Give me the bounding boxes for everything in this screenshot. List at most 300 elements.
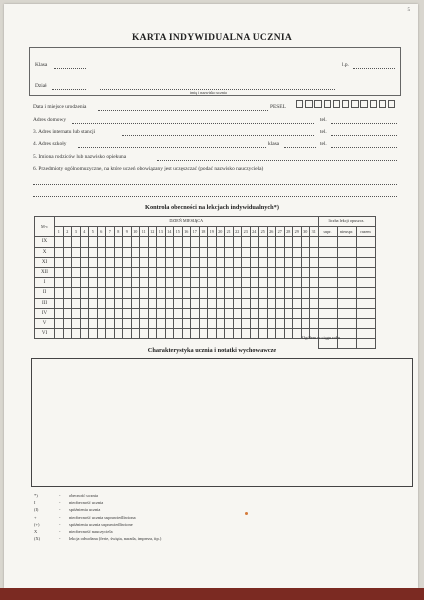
attendance-cell[interactable]	[301, 308, 310, 318]
count-cell[interactable]	[318, 278, 337, 288]
attendance-cell[interactable]	[225, 308, 234, 318]
attendance-cell[interactable]	[208, 278, 217, 288]
attendance-cell[interactable]	[233, 308, 242, 318]
attendance-cell[interactable]	[97, 318, 106, 328]
attendance-cell[interactable]	[148, 308, 157, 318]
attendance-cell[interactable]	[242, 257, 251, 267]
attendance-cell[interactable]	[233, 237, 242, 247]
attendance-cell[interactable]	[276, 247, 285, 257]
attendance-cell[interactable]	[140, 318, 149, 328]
attendance-cell[interactable]	[182, 329, 191, 339]
count-cell[interactable]	[356, 318, 375, 328]
attendance-cell[interactable]	[276, 237, 285, 247]
school-tel-field[interactable]	[331, 147, 397, 148]
attendance-cell[interactable]	[165, 288, 174, 298]
attendance-cell[interactable]	[199, 298, 208, 308]
attendance-cell[interactable]	[259, 247, 268, 257]
count-cell[interactable]	[337, 308, 356, 318]
internat-tel-field[interactable]	[331, 135, 397, 136]
attendance-cell[interactable]	[259, 318, 268, 328]
count-cell[interactable]	[337, 318, 356, 328]
attendance-cell[interactable]	[284, 318, 293, 328]
attendance-cell[interactable]	[208, 308, 217, 318]
attendance-cell[interactable]	[97, 329, 106, 339]
attendance-cell[interactable]	[63, 257, 72, 267]
attendance-cell[interactable]	[216, 288, 225, 298]
attendance-cell[interactable]	[72, 298, 81, 308]
count-cell[interactable]	[337, 278, 356, 288]
count-cell[interactable]	[318, 267, 337, 277]
attendance-cell[interactable]	[55, 318, 64, 328]
attendance-cell[interactable]	[208, 329, 217, 339]
attendance-cell[interactable]	[114, 247, 123, 257]
klasa-field[interactable]	[54, 68, 86, 69]
attendance-cell[interactable]	[250, 288, 259, 298]
attendance-cell[interactable]	[157, 318, 166, 328]
attendance-cell[interactable]	[208, 247, 217, 257]
attendance-cell[interactable]	[267, 329, 276, 339]
attendance-cell[interactable]	[97, 257, 106, 267]
guardian-field[interactable]	[157, 160, 397, 161]
attendance-cell[interactable]	[293, 318, 302, 328]
attendance-cell[interactable]	[72, 237, 81, 247]
attendance-cell[interactable]	[114, 257, 123, 267]
attendance-cell[interactable]	[250, 278, 259, 288]
attendance-cell[interactable]	[106, 247, 115, 257]
attendance-cell[interactable]	[63, 288, 72, 298]
attendance-cell[interactable]	[174, 278, 183, 288]
attendance-cell[interactable]	[106, 288, 115, 298]
count-cell[interactable]	[356, 298, 375, 308]
count-cell[interactable]	[318, 257, 337, 267]
attendance-cell[interactable]	[259, 278, 268, 288]
attendance-cell[interactable]	[293, 237, 302, 247]
count-cell[interactable]	[318, 288, 337, 298]
attendance-cell[interactable]	[242, 278, 251, 288]
attendance-cell[interactable]	[148, 298, 157, 308]
attendance-cell[interactable]	[216, 267, 225, 277]
attendance-cell[interactable]	[310, 318, 319, 328]
attendance-cell[interactable]	[174, 318, 183, 328]
attendance-cell[interactable]	[293, 298, 302, 308]
attendance-cell[interactable]	[165, 278, 174, 288]
attendance-cell[interactable]	[233, 278, 242, 288]
attendance-cell[interactable]	[233, 247, 242, 257]
attendance-cell[interactable]	[63, 329, 72, 339]
internat-field[interactable]	[122, 135, 314, 136]
attendance-cell[interactable]	[131, 288, 140, 298]
attendance-cell[interactable]	[174, 308, 183, 318]
attendance-cell[interactable]	[267, 237, 276, 247]
attendance-cell[interactable]	[63, 298, 72, 308]
attendance-cell[interactable]	[63, 318, 72, 328]
attendance-cell[interactable]	[89, 247, 98, 257]
attendance-cell[interactable]	[242, 318, 251, 328]
attendance-cell[interactable]	[199, 288, 208, 298]
attendance-cell[interactable]	[276, 318, 285, 328]
count-cell[interactable]	[356, 288, 375, 298]
attendance-cell[interactable]	[55, 237, 64, 247]
attendance-cell[interactable]	[140, 237, 149, 247]
attendance-cell[interactable]	[267, 298, 276, 308]
pesel-digit-box[interactable]	[333, 100, 340, 108]
attendance-cell[interactable]	[140, 308, 149, 318]
attendance-cell[interactable]	[284, 308, 293, 318]
attendance-cell[interactable]	[293, 288, 302, 298]
attendance-cell[interactable]	[157, 257, 166, 267]
count-cell[interactable]	[356, 278, 375, 288]
attendance-cell[interactable]	[89, 329, 98, 339]
attendance-cell[interactable]	[182, 237, 191, 247]
attendance-cell[interactable]	[55, 267, 64, 277]
count-cell[interactable]	[337, 257, 356, 267]
attendance-cell[interactable]	[284, 267, 293, 277]
attendance-cell[interactable]	[165, 308, 174, 318]
attendance-cell[interactable]	[72, 318, 81, 328]
attendance-cell[interactable]	[97, 298, 106, 308]
attendance-cell[interactable]	[301, 278, 310, 288]
attendance-cell[interactable]	[140, 257, 149, 267]
attendance-cell[interactable]	[106, 308, 115, 318]
attendance-cell[interactable]	[259, 308, 268, 318]
attendance-cell[interactable]	[157, 329, 166, 339]
attendance-cell[interactable]	[250, 247, 259, 257]
attendance-cell[interactable]	[55, 329, 64, 339]
attendance-cell[interactable]	[131, 308, 140, 318]
attendance-cell[interactable]	[242, 267, 251, 277]
attendance-cell[interactable]	[199, 308, 208, 318]
attendance-cell[interactable]	[114, 237, 123, 247]
attendance-cell[interactable]	[216, 308, 225, 318]
attendance-cell[interactable]	[191, 288, 200, 298]
attendance-cell[interactable]	[80, 288, 89, 298]
attendance-cell[interactable]	[63, 267, 72, 277]
attendance-cell[interactable]	[233, 329, 242, 339]
attendance-cell[interactable]	[310, 288, 319, 298]
attendance-cell[interactable]	[72, 308, 81, 318]
attendance-cell[interactable]	[106, 237, 115, 247]
attendance-cell[interactable]	[216, 329, 225, 339]
attendance-cell[interactable]	[276, 298, 285, 308]
count-cell[interactable]	[337, 298, 356, 308]
attendance-cell[interactable]	[114, 288, 123, 298]
attendance-cell[interactable]	[123, 278, 132, 288]
attendance-cell[interactable]	[310, 247, 319, 257]
attendance-cell[interactable]	[165, 267, 174, 277]
attendance-cell[interactable]	[148, 288, 157, 298]
attendance-cell[interactable]	[284, 237, 293, 247]
attendance-cell[interactable]	[165, 237, 174, 247]
attendance-cell[interactable]	[267, 267, 276, 277]
attendance-cell[interactable]	[233, 318, 242, 328]
attendance-cell[interactable]	[72, 257, 81, 267]
attendance-cell[interactable]	[301, 318, 310, 328]
attendance-cell[interactable]	[199, 329, 208, 339]
attendance-cell[interactable]	[55, 257, 64, 267]
attendance-cell[interactable]	[310, 298, 319, 308]
attendance-cell[interactable]	[276, 257, 285, 267]
attendance-cell[interactable]	[106, 329, 115, 339]
attendance-cell[interactable]	[250, 237, 259, 247]
attendance-cell[interactable]	[165, 247, 174, 257]
attendance-cell[interactable]	[140, 329, 149, 339]
attendance-cell[interactable]	[301, 267, 310, 277]
attendance-cell[interactable]	[80, 318, 89, 328]
attendance-cell[interactable]	[259, 298, 268, 308]
attendance-cell[interactable]	[148, 257, 157, 267]
attendance-cell[interactable]	[250, 257, 259, 267]
attendance-cell[interactable]	[225, 247, 234, 257]
attendance-cell[interactable]	[131, 257, 140, 267]
attendance-cell[interactable]	[259, 237, 268, 247]
attendance-cell[interactable]	[148, 237, 157, 247]
count-cell[interactable]	[356, 247, 375, 257]
attendance-cell[interactable]	[72, 288, 81, 298]
attendance-cell[interactable]	[55, 278, 64, 288]
attendance-cell[interactable]	[174, 237, 183, 247]
attendance-cell[interactable]	[148, 329, 157, 339]
attendance-cell[interactable]	[131, 318, 140, 328]
attendance-cell[interactable]	[174, 288, 183, 298]
attendance-cell[interactable]	[208, 298, 217, 308]
attendance-cell[interactable]	[259, 329, 268, 339]
attendance-cell[interactable]	[174, 257, 183, 267]
attendance-cell[interactable]	[233, 288, 242, 298]
attendance-cell[interactable]	[276, 267, 285, 277]
attendance-cell[interactable]	[80, 257, 89, 267]
attendance-cell[interactable]	[191, 329, 200, 339]
attendance-cell[interactable]	[284, 278, 293, 288]
attendance-cell[interactable]	[182, 318, 191, 328]
attendance-cell[interactable]	[191, 318, 200, 328]
attendance-cell[interactable]	[208, 318, 217, 328]
attendance-cell[interactable]	[284, 329, 293, 339]
attendance-cell[interactable]	[89, 298, 98, 308]
attendance-cell[interactable]	[80, 308, 89, 318]
attendance-cell[interactable]	[216, 298, 225, 308]
attendance-cell[interactable]	[80, 329, 89, 339]
attendance-cell[interactable]	[276, 329, 285, 339]
attendance-cell[interactable]	[89, 288, 98, 298]
attendance-cell[interactable]	[199, 247, 208, 257]
attendance-cell[interactable]	[63, 278, 72, 288]
attendance-cell[interactable]	[140, 288, 149, 298]
attendance-cell[interactable]	[242, 237, 251, 247]
attendance-cell[interactable]	[123, 257, 132, 267]
attendance-cell[interactable]	[199, 278, 208, 288]
attendance-cell[interactable]	[80, 247, 89, 257]
attendance-cell[interactable]	[55, 308, 64, 318]
lp-field[interactable]	[353, 68, 395, 69]
attendance-cell[interactable]	[80, 237, 89, 247]
attendance-cell[interactable]	[89, 278, 98, 288]
attendance-cell[interactable]	[123, 247, 132, 257]
attendance-cell[interactable]	[72, 267, 81, 277]
attendance-cell[interactable]	[114, 278, 123, 288]
attendance-cell[interactable]	[259, 257, 268, 267]
attendance-cell[interactable]	[182, 267, 191, 277]
count-cell[interactable]	[337, 247, 356, 257]
attendance-cell[interactable]	[106, 298, 115, 308]
attendance-cell[interactable]	[242, 329, 251, 339]
attendance-cell[interactable]	[310, 257, 319, 267]
attendance-cell[interactable]	[72, 329, 81, 339]
attendance-cell[interactable]	[157, 308, 166, 318]
attendance-cell[interactable]	[284, 247, 293, 257]
attendance-cell[interactable]	[259, 267, 268, 277]
count-cell[interactable]	[356, 237, 375, 247]
attendance-cell[interactable]	[72, 278, 81, 288]
attendance-cell[interactable]	[114, 318, 123, 328]
pesel-digit-box[interactable]	[305, 100, 312, 108]
count-cell[interactable]	[337, 237, 356, 247]
count-cell[interactable]	[356, 257, 375, 267]
attendance-cell[interactable]	[242, 308, 251, 318]
attendance-cell[interactable]	[208, 257, 217, 267]
attendance-cell[interactable]	[216, 278, 225, 288]
attendance-cell[interactable]	[131, 278, 140, 288]
attendance-cell[interactable]	[174, 267, 183, 277]
attendance-cell[interactable]	[123, 329, 132, 339]
attendance-cell[interactable]	[157, 237, 166, 247]
attendance-cell[interactable]	[199, 257, 208, 267]
attendance-cell[interactable]	[80, 267, 89, 277]
attendance-cell[interactable]	[293, 329, 302, 339]
pesel-digit-box[interactable]	[351, 100, 358, 108]
attendance-cell[interactable]	[267, 247, 276, 257]
attendance-cell[interactable]	[293, 247, 302, 257]
attendance-cell[interactable]	[225, 318, 234, 328]
attendance-cell[interactable]	[208, 237, 217, 247]
attendance-cell[interactable]	[310, 237, 319, 247]
attendance-cell[interactable]	[140, 278, 149, 288]
attendance-cell[interactable]	[225, 298, 234, 308]
attendance-cell[interactable]	[106, 318, 115, 328]
attendance-cell[interactable]	[131, 329, 140, 339]
attendance-cell[interactable]	[131, 237, 140, 247]
attendance-cell[interactable]	[89, 308, 98, 318]
attendance-cell[interactable]	[284, 288, 293, 298]
attendance-cell[interactable]	[182, 298, 191, 308]
attendance-cell[interactable]	[131, 247, 140, 257]
attendance-cell[interactable]	[140, 267, 149, 277]
attendance-cell[interactable]	[131, 298, 140, 308]
attendance-cell[interactable]	[123, 308, 132, 318]
birth-field[interactable]	[98, 110, 268, 111]
attendance-cell[interactable]	[259, 288, 268, 298]
attendance-cell[interactable]	[233, 298, 242, 308]
attendance-cell[interactable]	[267, 318, 276, 328]
attendance-cell[interactable]	[106, 278, 115, 288]
attendance-cell[interactable]	[293, 308, 302, 318]
attendance-cell[interactable]	[63, 308, 72, 318]
attendance-cell[interactable]	[216, 247, 225, 257]
attendance-cell[interactable]	[293, 267, 302, 277]
pesel-digit-box[interactable]	[324, 100, 331, 108]
attendance-cell[interactable]	[157, 288, 166, 298]
home-tel-field[interactable]	[331, 123, 397, 124]
attendance-cell[interactable]	[182, 247, 191, 257]
attendance-cell[interactable]	[165, 257, 174, 267]
attendance-cell[interactable]	[114, 329, 123, 339]
home-field[interactable]	[72, 123, 314, 124]
pesel-digit-box[interactable]	[314, 100, 321, 108]
attendance-cell[interactable]	[225, 267, 234, 277]
attendance-cell[interactable]	[233, 267, 242, 277]
attendance-cell[interactable]	[148, 278, 157, 288]
count-cell[interactable]	[318, 298, 337, 308]
attendance-cell[interactable]	[301, 288, 310, 298]
school-klasa-field[interactable]	[284, 147, 316, 148]
attendance-cell[interactable]	[140, 247, 149, 257]
attendance-cell[interactable]	[106, 267, 115, 277]
attendance-cell[interactable]	[191, 247, 200, 257]
attendance-cell[interactable]	[97, 278, 106, 288]
attendance-cell[interactable]	[242, 247, 251, 257]
attendance-cell[interactable]	[114, 298, 123, 308]
attendance-cell[interactable]	[174, 247, 183, 257]
attendance-cell[interactable]	[182, 308, 191, 318]
count-cell[interactable]	[318, 308, 337, 318]
attendance-cell[interactable]	[301, 237, 310, 247]
attendance-cell[interactable]	[191, 237, 200, 247]
attendance-cell[interactable]	[55, 247, 64, 257]
attendance-cell[interactable]	[191, 257, 200, 267]
attendance-cell[interactable]	[55, 288, 64, 298]
attendance-cell[interactable]	[301, 257, 310, 267]
attendance-cell[interactable]	[250, 298, 259, 308]
attendance-cell[interactable]	[284, 257, 293, 267]
attendance-cell[interactable]	[216, 318, 225, 328]
attendance-cell[interactable]	[97, 308, 106, 318]
attendance-cell[interactable]	[148, 267, 157, 277]
attendance-cell[interactable]	[284, 298, 293, 308]
attendance-cell[interactable]	[225, 257, 234, 267]
attendance-cell[interactable]	[182, 288, 191, 298]
count-cell[interactable]	[356, 329, 375, 339]
attendance-cell[interactable]	[157, 267, 166, 277]
attendance-cell[interactable]	[191, 267, 200, 277]
attendance-cell[interactable]	[148, 318, 157, 328]
attendance-cell[interactable]	[89, 267, 98, 277]
attendance-cell[interactable]	[55, 298, 64, 308]
count-cell[interactable]	[337, 267, 356, 277]
attendance-cell[interactable]	[301, 247, 310, 257]
attendance-cell[interactable]	[157, 278, 166, 288]
pesel-digit-box[interactable]	[342, 100, 349, 108]
pesel-digit-box[interactable]	[379, 100, 386, 108]
attendance-cell[interactable]	[131, 267, 140, 277]
attendance-cell[interactable]	[182, 278, 191, 288]
count-cell[interactable]	[318, 318, 337, 328]
attendance-cell[interactable]	[123, 237, 132, 247]
attendance-cell[interactable]	[233, 257, 242, 267]
subjects-line-1[interactable]	[33, 184, 397, 185]
attendance-cell[interactable]	[216, 237, 225, 247]
attendance-cell[interactable]	[310, 308, 319, 318]
count-cell[interactable]	[356, 267, 375, 277]
attendance-cell[interactable]	[140, 298, 149, 308]
attendance-cell[interactable]	[191, 278, 200, 288]
attendance-cell[interactable]	[174, 298, 183, 308]
attendance-cell[interactable]	[250, 308, 259, 318]
attendance-cell[interactable]	[216, 257, 225, 267]
school-field[interactable]	[78, 147, 266, 148]
attendance-cell[interactable]	[165, 318, 174, 328]
pesel-digit-box[interactable]	[388, 100, 395, 108]
attendance-cell[interactable]	[89, 257, 98, 267]
attendance-cell[interactable]	[97, 237, 106, 247]
